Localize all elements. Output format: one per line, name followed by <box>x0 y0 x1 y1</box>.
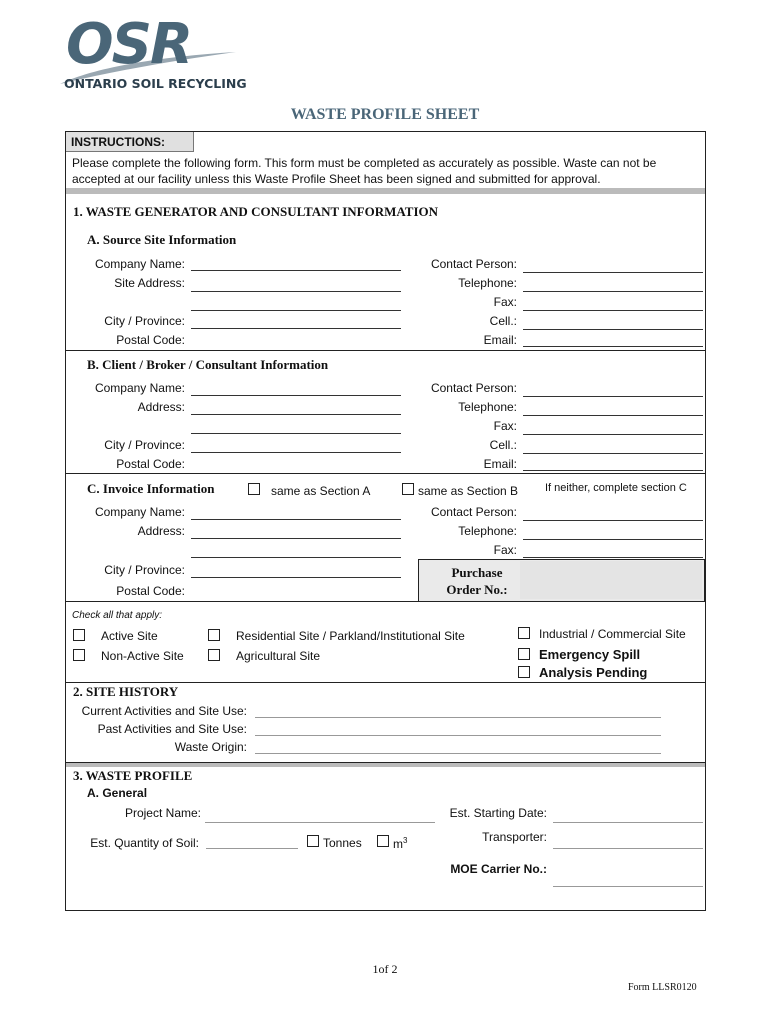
1a-postal-label: Postal Code: <box>116 333 185 347</box>
company-logo <box>58 12 248 98</box>
1a-company-label: Company Name: <box>94 257 185 271</box>
divider-apply <box>66 601 705 602</box>
active-site-checkbox[interactable] <box>73 629 85 641</box>
1c-city-input[interactable] <box>191 577 401 578</box>
1c-address-label: Address: <box>137 524 185 538</box>
quantity-input[interactable] <box>206 848 298 849</box>
1c-telephone-input[interactable] <box>523 539 703 540</box>
past-activities-input[interactable] <box>255 735 661 736</box>
1a-contact-input[interactable] <box>523 272 703 273</box>
same-as-b-checkbox[interactable] <box>402 483 414 495</box>
emergency-spill-label: Emergency Spill <box>539 647 641 662</box>
1c-fax-input[interactable] <box>523 557 703 558</box>
1a-city-input[interactable] <box>191 328 401 329</box>
project-name-input[interactable] <box>205 822 435 823</box>
non-active-site-checkbox[interactable] <box>73 649 85 661</box>
1b-contact-input[interactable] <box>523 396 703 397</box>
1b-cell-input[interactable] <box>523 453 703 454</box>
current-activities-label: Current Activities and Site Use: <box>81 704 247 718</box>
1c-fax-label: Fax: <box>493 543 517 557</box>
1a-fax-input[interactable] <box>523 310 703 311</box>
residential-checkbox[interactable] <box>208 629 220 641</box>
1a-telephone-label: Telephone: <box>458 276 517 290</box>
form-frame <box>65 131 706 911</box>
1a-fax-label: Fax: <box>493 295 517 309</box>
analysis-pending-checkbox[interactable] <box>518 666 530 678</box>
cubic-metres-exponent: 3 <box>403 836 408 845</box>
instructions-text: Please complete the following form. This form must be completed as accurately as possible. Waste can not be accepted at our facility unless this Waste Profile Sheet has been signed and submitted for approval. <box>72 156 657 186</box>
analysis-pending-label: Analysis Pending <box>539 665 648 680</box>
same-as-a-label: same as Section A <box>271 484 371 498</box>
purchase-order-label-2: Order No.: <box>446 582 508 597</box>
1c-company-input[interactable] <box>191 519 401 520</box>
1b-cell-label: Cell.: <box>489 438 517 452</box>
1c-address-input[interactable] <box>191 538 401 539</box>
purchase-order-input-area[interactable] <box>520 561 702 599</box>
section-divider-band-3 <box>66 762 705 767</box>
1b-contact-label: Contact Person: <box>430 381 517 395</box>
1b-telephone-input[interactable] <box>523 415 703 416</box>
1b-fax-label: Fax: <box>493 419 517 433</box>
divider-1c <box>66 473 705 474</box>
industrial-checkbox[interactable] <box>518 627 530 639</box>
transporter-input[interactable] <box>553 848 703 849</box>
section1a-title: A. Source Site Information <box>87 232 237 247</box>
section3a-title: A. General <box>87 786 148 800</box>
1a-contact-label: Contact Person: <box>430 257 517 271</box>
same-as-a-checkbox[interactable] <box>248 483 260 495</box>
instructions-label: INSTRUCTIONS: <box>71 135 165 149</box>
1c-contact-label: Contact Person: <box>430 505 517 519</box>
transporter-label: Transporter: <box>482 830 547 844</box>
1a-address-label: Site Address: <box>114 276 185 290</box>
1a-cell-input[interactable] <box>523 329 703 330</box>
1c-city-label: City / Province: <box>104 563 185 577</box>
1c-address-input-2[interactable] <box>191 557 401 558</box>
1c-contact-input[interactable] <box>523 520 703 521</box>
cubic-metres-unit: m <box>393 837 403 851</box>
section3-title: 3. WASTE PROFILE <box>73 768 193 783</box>
1b-telephone-label: Telephone: <box>458 400 517 414</box>
1b-city-label: City / Province: <box>104 438 185 452</box>
1a-email-input[interactable] <box>523 346 703 347</box>
cubic-metres-label <box>393 836 407 851</box>
form-number: Form LLSR0120 <box>628 982 697 993</box>
apply-heading: Check all that apply: <box>72 610 163 621</box>
1b-city-input[interactable] <box>191 452 401 453</box>
1a-email-label: Email: <box>483 333 517 347</box>
invoice-note: If neither, complete section C <box>545 482 687 494</box>
waste-origin-input[interactable] <box>255 753 661 754</box>
residential-label: Residential Site / Parkland/Institutional Site <box>236 629 465 643</box>
start-date-label: Est. Starting Date: <box>449 806 547 820</box>
1a-telephone-input[interactable] <box>523 291 703 292</box>
1b-email-input[interactable] <box>523 470 703 471</box>
same-as-b-label: same as Section B <box>418 484 519 498</box>
1b-address-label: Address: <box>137 400 185 414</box>
1b-email-label: Email: <box>483 457 517 471</box>
1b-company-input[interactable] <box>191 395 401 396</box>
tonnes-label: Tonnes <box>323 836 362 850</box>
1a-company-input[interactable] <box>191 270 401 271</box>
1a-address-input-2[interactable] <box>191 310 401 311</box>
project-name-label: Project Name: <box>124 806 201 820</box>
divider-1b <box>66 350 705 351</box>
1c-postal-label: Postal Code: <box>116 584 185 598</box>
cubic-metres-checkbox[interactable] <box>377 835 389 847</box>
section1c-title: C. Invoice Information <box>87 481 215 496</box>
1b-address-input[interactable] <box>191 414 401 415</box>
current-activities-input[interactable] <box>255 717 661 718</box>
page-title: WASTE PROFILE SHEET <box>290 106 480 123</box>
active-site-label: Active Site <box>101 629 158 643</box>
1c-company-label: Company Name: <box>94 505 185 519</box>
divider-2 <box>66 682 705 683</box>
tonnes-checkbox[interactable] <box>307 835 319 847</box>
page-number: 1of 2 <box>372 962 398 976</box>
start-date-input[interactable] <box>553 822 703 823</box>
section1b-title: B. Client / Broker / Consultant Information <box>87 357 329 372</box>
section2-title: 2. SITE HISTORY <box>73 684 179 699</box>
quantity-label: Est. Quantity of Soil: <box>90 836 199 850</box>
moe-carrier-label: MOE Carrier No.: <box>450 862 547 876</box>
agricultural-checkbox[interactable] <box>208 649 220 661</box>
section-divider-band <box>66 188 705 194</box>
past-activities-label: Past Activities and Site Use: <box>97 722 247 736</box>
industrial-label: Industrial / Commercial Site <box>539 627 686 641</box>
1b-fax-input[interactable] <box>523 434 703 435</box>
agricultural-label: Agricultural Site <box>236 649 321 663</box>
non-active-site-label: Non-Active Site <box>101 649 184 663</box>
moe-carrier-input[interactable] <box>553 886 703 887</box>
emergency-spill-checkbox[interactable] <box>518 648 530 660</box>
logo-mark: OSR <box>66 12 192 77</box>
1b-address-input-2[interactable] <box>191 433 401 434</box>
section1-title: 1. WASTE GENERATOR AND CONSULTANT INFORMATION <box>73 204 439 219</box>
1c-telephone-label: Telephone: <box>458 524 517 538</box>
1b-postal-label: Postal Code: <box>116 457 185 471</box>
1a-cell-label: Cell.: <box>489 314 517 328</box>
1b-company-label: Company Name: <box>94 381 185 395</box>
waste-origin-label: Waste Origin: <box>174 740 247 754</box>
1a-city-label: City / Province: <box>104 314 185 328</box>
logo-name: ONTARIO SOIL RECYCLING <box>64 76 247 91</box>
1a-address-input[interactable] <box>191 291 401 292</box>
purchase-order-label-1: Purchase <box>451 565 503 580</box>
